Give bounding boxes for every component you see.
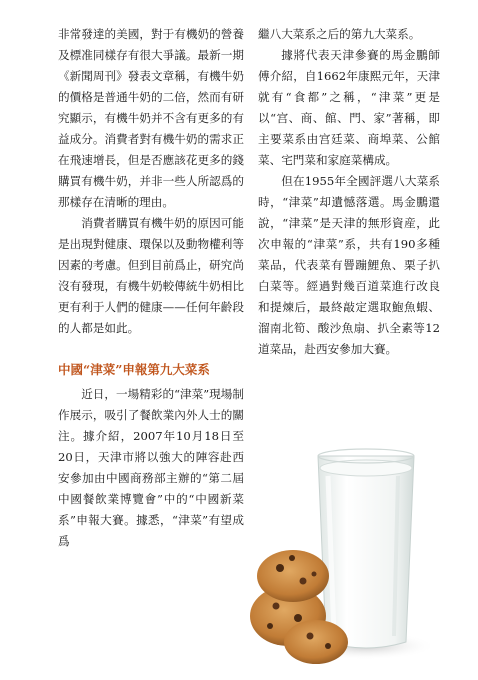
right-column <box>258 24 440 360</box>
right-paragraph-2: 據將代表天津參賽的馬金鵬師傅介紹，自1662年康熙元年，天津就有“食都”之稱，“津菜”更是以“宫、商、館、門、家”著稱，即主要菜系由宫廷菜、商埠菜、公館菜、宅門菜和家庭菜構成。 <box>258 48 440 167</box>
left-paragraph-2: 消費者購買有機牛奶的原因可能是出現對健康、環保以及動物權利等因素的考慮。但到目前爲止，研究尚沒有發現，有機牛奶較傳統牛奶相比更有利于人們的健康——任何年齡段的人都是如此。 <box>58 216 244 335</box>
right-paragraph-1: 繼八大菜系之后的第九大菜系。 <box>258 27 421 41</box>
milk-cookies-photo <box>248 446 448 666</box>
left-column <box>58 24 244 552</box>
section-heading: 中國“津菜”申報第九大菜系 <box>58 362 210 377</box>
left-paragraph-1: 非常發達的美國，對于有機奶的營養及標准同樣存有很大爭議。最新一期《新聞周刊》發表文章稱，有機牛奶的價格是普通牛奶的二倍，然而有研究顯示，有機牛奶并不含有更多的有益成分。消費者對有機牛奶的需求正在飛速增長，但是否應該花更多的錢購買有機牛奶，并非一些人所認爲的那樣存在清晰的理由。 <box>58 27 244 209</box>
right-paragraph-3: 但在1955年全國評選八大菜系時，“津菜”却遺憾落選。馬金鵬還說，“津菜”是天津的無形資産，此次申報的“津菜”系，共有190多種菜品，代表菜有罾蹦鯉魚、栗子扒白菜等。經過對幾百道菜進行改良和提煉后，最終敲定選取鮑魚蝦、溜南北筍、酸沙魚扇、扒全素等12道菜品，赴西安參加大賽。 <box>258 174 440 356</box>
left-paragraph-3: 近日，一場精彩的“津菜”現場制作展示，吸引了餐飲業內外人士的關注。據介紹，2007年10月18日至20日，天津市將以強大的陣容赴西安參加由中國商務部主辦的“第二屆中國餐飲業博覽會”中的“中國新菜系”申報大賽。據悉，“津菜”有望成爲 <box>58 387 244 548</box>
